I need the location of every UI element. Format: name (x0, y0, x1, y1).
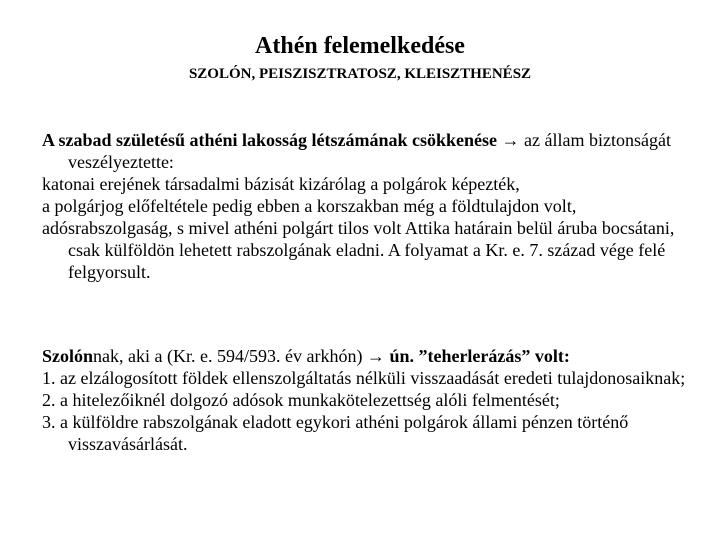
reform-list-item: 1. az elzálogosított földek ellenszolgáltatás nélküli visszaadását eredeti tulajdonosaiknak; (42, 368, 686, 388)
debt-slavery-paragraph: adósrabszolgaság, s mivel athéni polgárt tilos volt Attika határain belül áruba bocsátani, csak külföldön lehetett rabszolgának eladni. A folyamat a Kr. e. 7. század vége felé felgyorsult. (42, 218, 675, 282)
reform-list-item: 2. a hitelezőiknél dolgozó adósok munkakötelezettség alóli felmentését; (42, 390, 560, 410)
military-base-paragraph: katonai erejének társadalmi bázisát kizárólag a polgárok képezték, (42, 174, 520, 194)
reform-list-item: 3. a külföldre rabszolgának eladott egykori athéni polgárok állami pénzen történő visszavásárlását. (42, 412, 629, 454)
population-decline-text: → az állam biztonságát veszélyeztette: (68, 130, 671, 172)
population-decline-bold-text: A szabad születésű athéni lakosság létszámának csökkenése (42, 130, 498, 150)
citizenship-paragraph: a polgárjog előfeltétele pedig ebben a korszakban még a földtulajdon volt, (42, 196, 577, 216)
seisachtheia-term: ún. ”teherlerázás” volt: (389, 346, 570, 366)
solon-name: Szolón (42, 346, 94, 366)
slide-title: Athén felemelkedése (255, 33, 465, 59)
population-decline-section (42, 129, 692, 283)
slide-subtitle: SZOLÓN, PEISZISZTRATOSZ, KLEISZTHENÉSZ (188, 66, 532, 82)
population-decline-paragraph (42, 129, 692, 173)
solon-reforms-section (42, 345, 692, 455)
solon-intro-paragraph (42, 345, 692, 367)
solon-intro-text: nak, aki a (Kr. e. 594/593. év arkhón) → (93, 346, 390, 366)
